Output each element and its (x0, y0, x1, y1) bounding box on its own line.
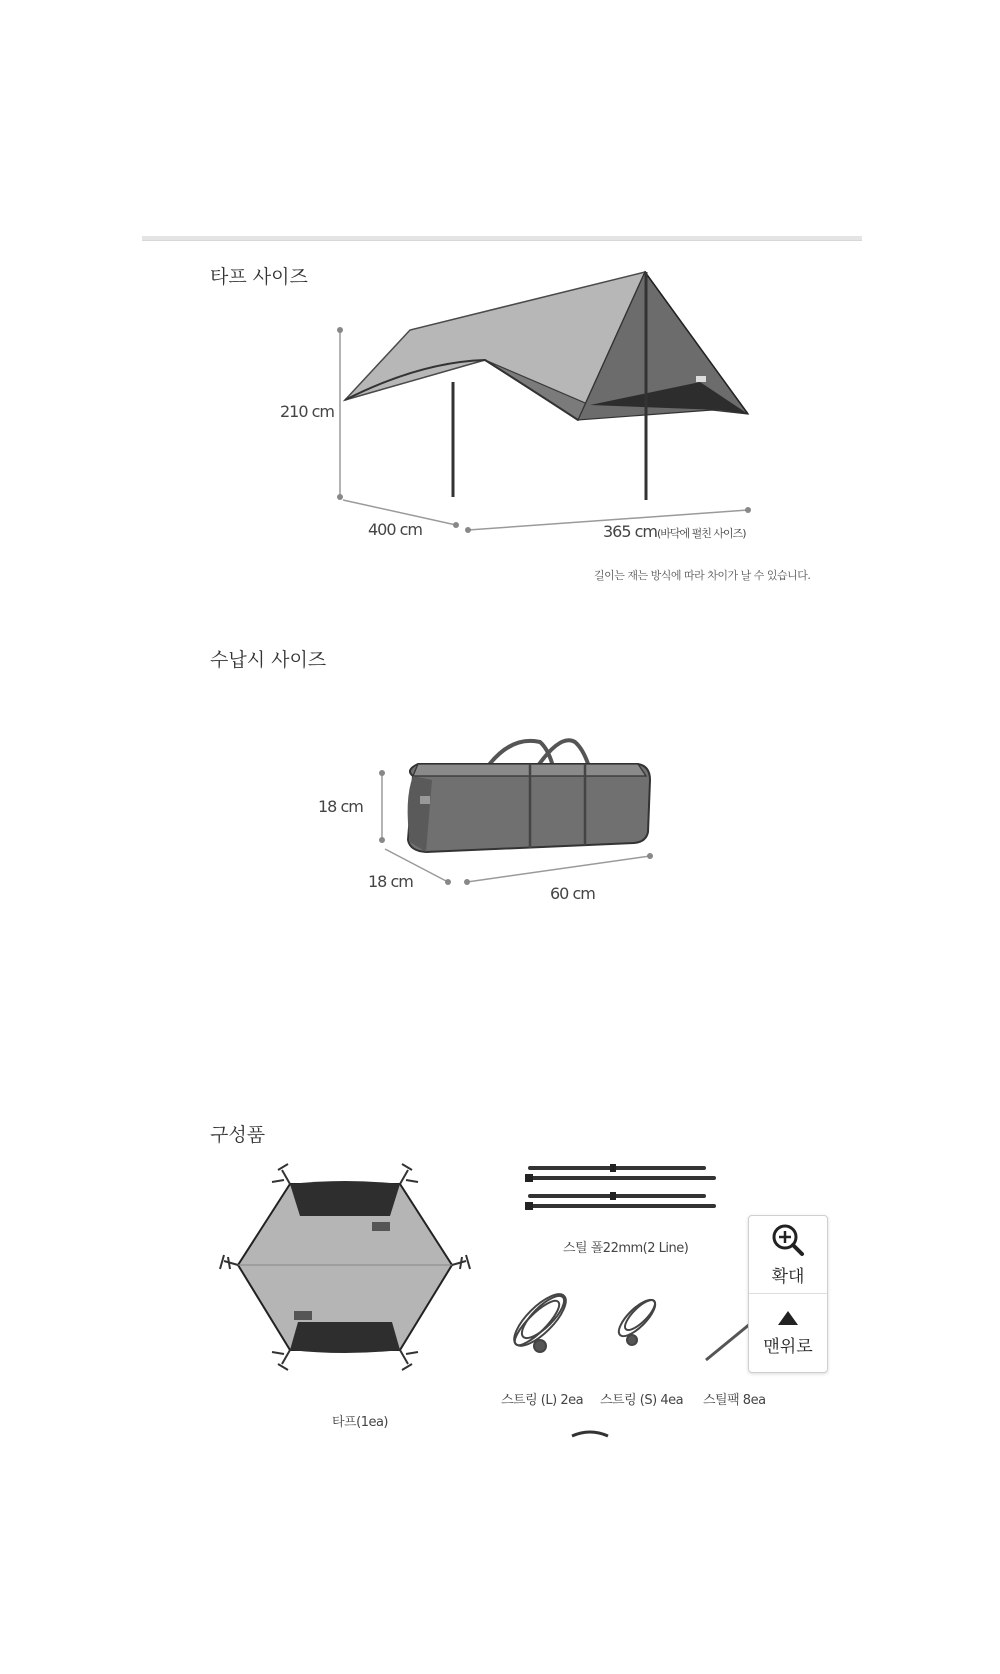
tarp-width-label: 365 cm(바닥에 펼친 사이즈) (603, 522, 746, 541)
tarp-size-title: 타프 사이즈 (210, 266, 308, 288)
component-label-string-large: 스트링 (L) 2ea (501, 1393, 584, 1408)
tarp-height-label: 210 cm (280, 402, 335, 421)
back-to-top-button[interactable] (749, 1294, 827, 1371)
tarp-depth-label: 400 cm (368, 520, 423, 539)
component-label-poles: 스틸 폴22mm(2 Line) (563, 1241, 689, 1256)
string-small (614, 1295, 661, 1345)
back-to-top-label: 맨위로 (763, 1337, 813, 1357)
components-title: 구성품 (210, 1124, 266, 1146)
zoom-in-icon (770, 1222, 806, 1258)
string-large (507, 1287, 573, 1353)
bag-width-label: 60 cm (550, 884, 595, 903)
bag-depth-label: 18 cm (368, 872, 413, 891)
arrow-up-icon (776, 1308, 800, 1328)
measure-note: 길이는 재는 방식에 따라 차이가 날 수 있습니다. (594, 569, 811, 582)
component-label-tarp: 타프(1ea) (332, 1415, 388, 1430)
tarp-width-note: (바닥에 펼친 사이즈) (657, 527, 746, 540)
storage-size-title: 수납시 사이즈 (210, 649, 327, 671)
steel-poles (530, 1168, 714, 1206)
tarp-top-view (220, 1164, 470, 1370)
zoom-label: 확대 (771, 1267, 805, 1287)
zoom-button[interactable] (749, 1216, 827, 1294)
component-label-string-small: 스트링 (S) 4ea (600, 1393, 684, 1408)
floating-menu (748, 1215, 828, 1373)
component-label-peg: 스틸팩 8ea (703, 1393, 766, 1408)
bag-height-label: 18 cm (318, 797, 363, 816)
